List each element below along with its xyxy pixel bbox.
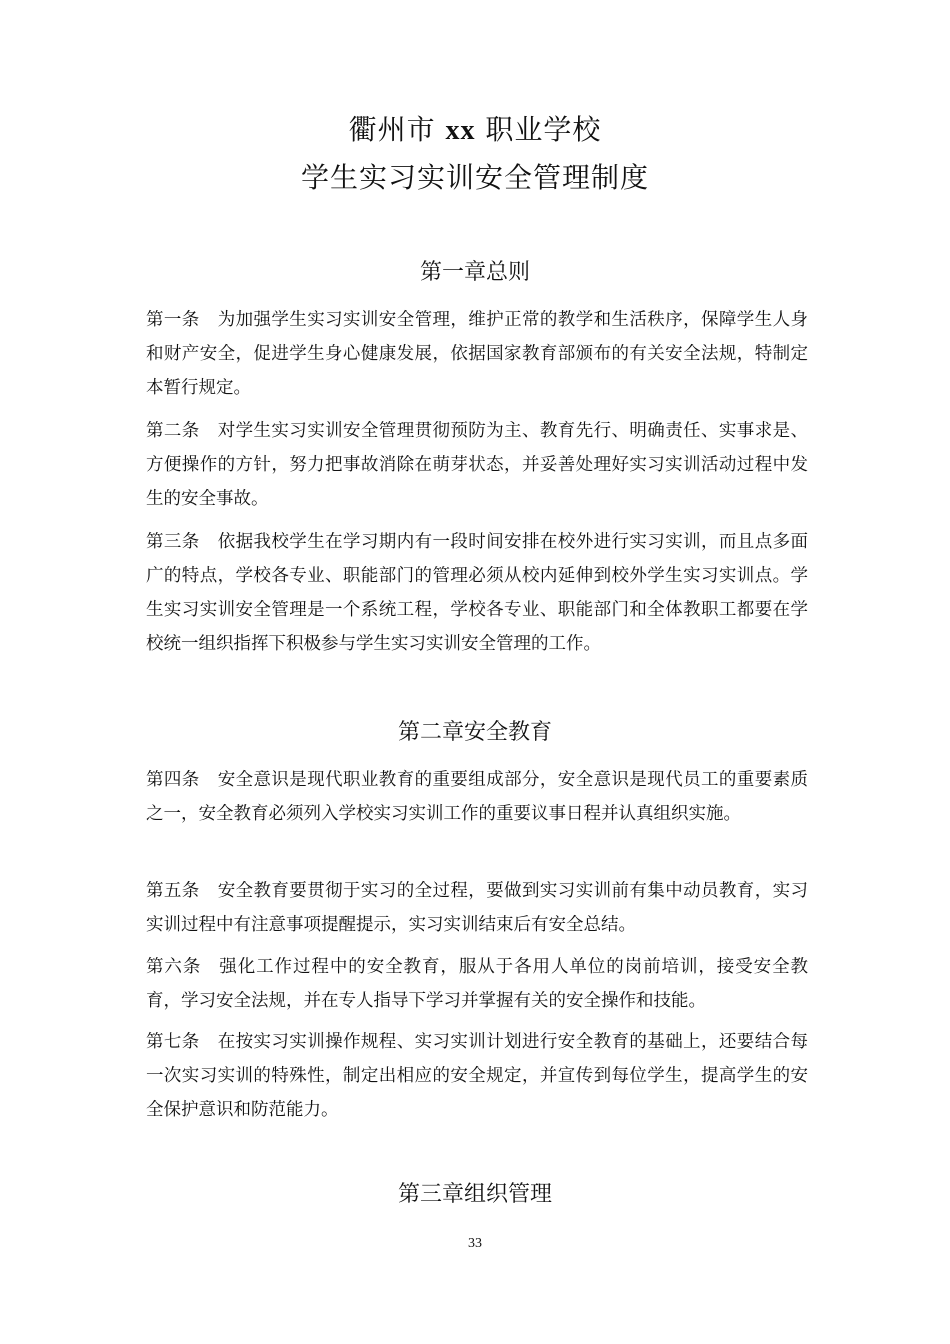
article-label: 第五条 [146, 881, 200, 901]
chapter-heading-1: 第一章总则 [419, 260, 530, 285]
article-text: 依据我校学生在学习期内有一段时间安排在校外进行实习实训，而且点多面广的特点，学校各专业、职能部门的管理必须从校内延伸到校外学生实习实训点。学生实习实训安全管理是一个系统工程，学校各专业、职能部门和全体教职工都要在学校统一组织指挥下积极参与学生实习实训安全管理的工作。 [146, 532, 809, 654]
article-5 [146, 874, 808, 942]
article-text: 对学生实习实训安全管理贯彻预防为主、教育先行、明确责任、实事求是、方便操作的方针，努力把事故消除在萌芽状态，并妥善处理好实习实训活动过程中发生的安全事故。 [146, 421, 809, 509]
article-text: 安全意识是现代职业教育的重要组成部分，安全意识是现代员工的重要素质之一，安全教育必须列入学校实习实训工作的重要议事日程并认真组织实施。 [146, 770, 809, 824]
article-text: 为加强学生实习实训安全管理，维护正常的教学和生活秩序，保障学生人身和财产安全，促进学生身心健康发展，依据国家教育部颁布的有关安全法规，特制定本暂行规定。 [146, 310, 809, 398]
title-school-city: 衢州市 [348, 113, 436, 146]
article-label: 第七条 [146, 1032, 200, 1052]
chapter-heading-3: 第三章组织管理 [397, 1182, 552, 1207]
article-6 [146, 950, 808, 1018]
article-label: 第一条 [146, 310, 200, 330]
article-text: 强化工作过程中的安全教育，服从于各用人单位的岗前培训，接受安全教育，学习安全法规，并在专人指导下学习并掌握有关的安全操作和技能。 [146, 957, 808, 1011]
chapter-heading-2: 第二章安全教育 [397, 720, 552, 745]
article-text: 安全教育要贯彻于实习的全过程，要做到实习实训前有集中动员教育，实习实训过程中有注意事项提醒提示，实习实训结束后有安全总结。 [146, 881, 809, 935]
article-7 [146, 1025, 808, 1127]
article-label: 第三条 [146, 532, 200, 552]
article-3 [146, 525, 808, 661]
article-2 [146, 414, 808, 516]
document-title-line1 [0, 113, 950, 146]
title-school-placeholder: xx [445, 115, 476, 146]
article-label: 第二条 [146, 421, 200, 441]
article-4 [146, 763, 808, 831]
article-1 [146, 303, 808, 405]
title-school-type: 职业学校 [485, 113, 602, 146]
article-text: 在按实习实训操作规程、实习实训计划进行安全教育的基础上，还要结合每一次实习实训的特殊性，制定出相应的安全规定，并宣传到每位学生，提高学生的安全保护意识和防范能力。 [146, 1032, 809, 1120]
page-number: 33 [468, 1236, 482, 1251]
article-label: 第四条 [146, 770, 200, 790]
document-title-line2: 学生实习实训安全管理制度 [300, 161, 649, 194]
article-label: 第六条 [146, 957, 202, 977]
